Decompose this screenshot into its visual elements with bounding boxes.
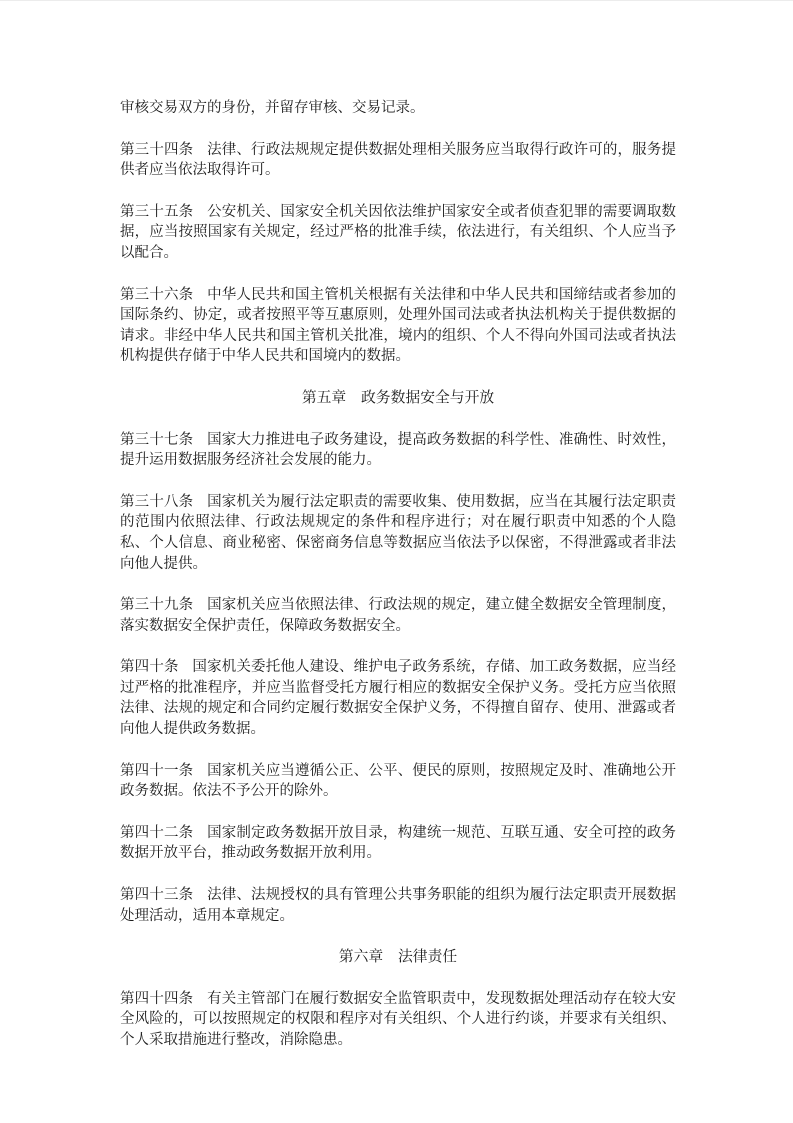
article-paragraph bbox=[120, 989, 676, 1051]
article-text: 国家机关应当遵循公正、公平、便民的原则，按照规定及时、准确地公开政务数据。依法不予公开的除外。 bbox=[120, 762, 676, 800]
article-text: 中华人民共和国主管机关根据有关法律和中华人民共和国缔结或者参加的国际条约、协定，或者按照平等互惠原则，处理外国司法或者执法机构关于提供数据的请求。非经中华人民共和国主管机关批准，境内的组织、个人不得向外国司法或者执法机构提供存储于中华人民共和国境内的数据。 bbox=[120, 286, 676, 365]
article-text: 法律、行政法规规定提供数据处理相关服务应当取得行政许可的，服务提供者应当依法取得许可。 bbox=[120, 141, 676, 179]
article-paragraph bbox=[120, 761, 676, 802]
article-text: 国家机关为履行法定职责的需要收集、使用数据，应当在其履行法定职责的范围内依照法律、行政法规规定的条件和程序进行；对在履行职责中知悉的个人隐私、个人信息、商业秘密、保密商务信息等数据应当依法予以保密，不得泄露或者非法向他人提供。 bbox=[120, 493, 676, 572]
continuation-paragraph: 审核交易双方的身份，并留存审核、交易记录。 bbox=[120, 100, 425, 116]
chapter-heading: 第六章 法律责任 bbox=[338, 949, 458, 966]
article-text: 公安机关、国家安全机关因依法维护国家安全或者侦查犯罪的需要调取数据，应当按照国家有关规定，经过严格的批准手续，依法进行，有关组织、个人应当予以配合。 bbox=[120, 203, 676, 261]
article-paragraph bbox=[120, 595, 676, 636]
article-number: 第三十四条 bbox=[120, 141, 194, 158]
chapter-heading: 第五章 政务数据安全与开放 bbox=[301, 389, 495, 406]
article-number: 第三十八条 bbox=[120, 493, 194, 510]
article-number: 第三十六条 bbox=[120, 286, 194, 303]
article-text: 国家大力推进电子政务建设，提高政务数据的科学性、准确性、时效性，提升运用数据服务经济社会发展的能力。 bbox=[120, 431, 676, 469]
article-text: 国家制定政务数据开放目录，构建统一规范、互联互通、安全可控的政务数据开放平台，推动政务数据开放利用。 bbox=[120, 824, 676, 862]
article-paragraph bbox=[120, 430, 676, 471]
article-number: 第四十四条 bbox=[120, 990, 194, 1007]
article-paragraph bbox=[120, 657, 676, 739]
article-paragraph bbox=[120, 492, 676, 574]
article-number: 第四十一条 bbox=[120, 762, 194, 779]
article-number: 第三十五条 bbox=[120, 203, 194, 220]
article-number: 第三十九条 bbox=[120, 597, 194, 614]
article-paragraph bbox=[120, 285, 676, 367]
article-text: 法律、法规授权的具有管理公共事务职能的组织为履行法定职责开展数据处理活动，适用本章规定。 bbox=[120, 887, 676, 924]
article-paragraph bbox=[120, 823, 676, 864]
article-text: 有关主管部门在履行数据安全监管职责中，发现数据处理活动存在较大安全风险的，可以按照规定的权限和程序对有关组织、个人进行约谈，并要求有关组织、个人采取措施进行整改，消除隐患。 bbox=[120, 990, 676, 1048]
article-paragraph bbox=[120, 202, 676, 264]
article-number: 第三十七条 bbox=[120, 431, 194, 448]
document-body bbox=[120, 98, 676, 1051]
document-page bbox=[0, 1, 793, 1123]
article-number: 第四十二条 bbox=[120, 824, 194, 841]
article-paragraph bbox=[120, 140, 676, 181]
article-number: 第四十三条 bbox=[120, 887, 194, 904]
article-paragraph bbox=[120, 885, 676, 926]
article-text: 国家机关应当依照法律、行政法规的规定，建立健全数据安全管理制度，落实数据安全保护责任，保障政务数据安全。 bbox=[120, 597, 676, 634]
article-text: 国家机关委托他人建设、维护电子政务系统，存储、加工政务数据，应当经过严格的批准程序，并应当监督受托方履行相应的数据安全保护义务。受托方应当依照法律、法规的规定和合同约定履行数据安全保护义务，不得擅自留存、使用、泄露或者向他人提供政务数据。 bbox=[120, 659, 677, 738]
article-number: 第四十条 bbox=[120, 659, 179, 676]
